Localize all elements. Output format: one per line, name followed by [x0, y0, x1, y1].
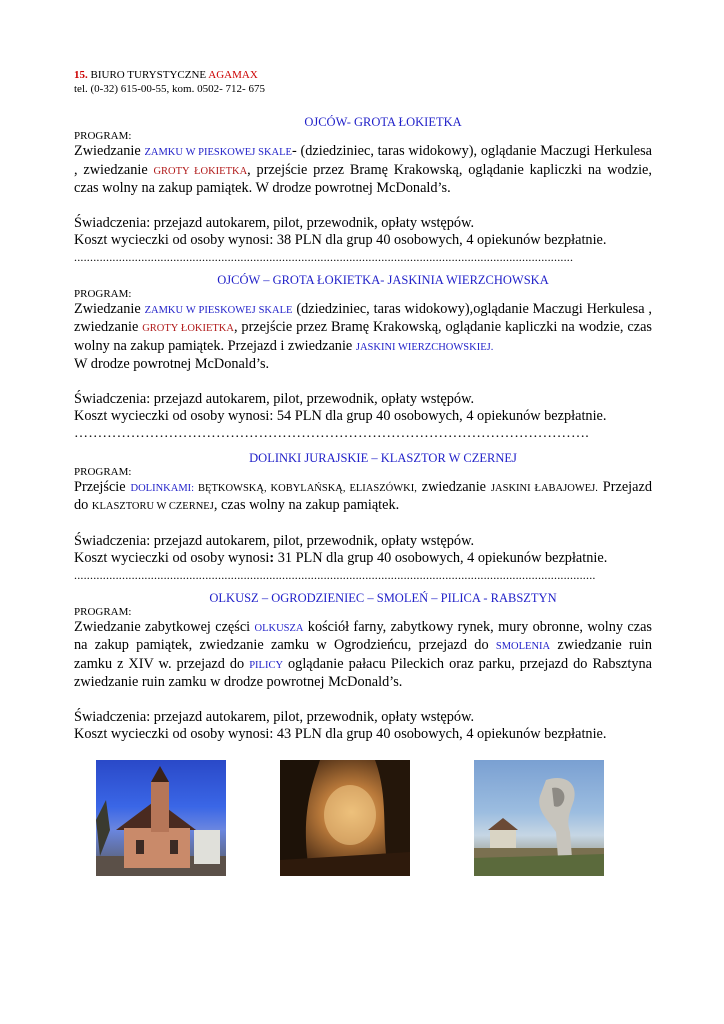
trip-cost-2: Koszt wycieczki od osoby wynosi: 54 PLN dla grup 40 osobowych, 4 opiekunów bezpłatnie.: [74, 408, 607, 424]
trip-services-2: Świadczenia: przejazd autokarem, pilot, przewodnik, opłaty wstępów.: [74, 390, 475, 407]
trip-services-1: Świadczenia: przejazd autokarem, pilot, przewodnik, opłaty wstępów.: [74, 214, 475, 231]
trip-title-4: OLKUSZ – OGRODZIENIEC – SMOLEŃ – PILICA - RABSZTYN: [209, 590, 557, 605]
program-label: PROGRAM:: [74, 465, 132, 478]
rock-pillar-photo-icon: [474, 760, 604, 876]
trip-description-2: Zwiedzanie ZAMKU W PIESKOWEJ SKALE (dziedziniec, taras widokowy),oglądanie Maczugi Herkulesa , zwiedzanie GROTY ŁOKIETKA, przejście przez Bramę Krakowską, oglądanie kapliczki na wodzie, czas wolny na zakup pamiątek. Przejazd i zwiedzanie JASKINI WIERZCHOWSKIEJ. W drodze powrotnej McDonald’s.: [74, 300, 653, 372]
program-label: PROGRAM:: [74, 287, 132, 300]
agency-header: [74, 68, 652, 82]
offer-number: 15.: [74, 69, 88, 81]
separator-dots: ...................................................................................................................................................................: [74, 567, 596, 582]
trip-services-4: Świadczenia: przejazd autokarem, pilot, przewodnik, opłaty wstępów.: [74, 708, 475, 725]
separator-dots: ............................................................................................................................................................: [74, 249, 574, 264]
agency-contact: tel. (0-32) 615-00-55, kom. 0502- 712- 675: [74, 83, 265, 95]
trip-title-2: OJCÓW – GROTA ŁOKIETKA- JASKINIA WIERZCHOWSKA: [217, 272, 549, 287]
program-label: PROGRAM:: [74, 130, 132, 142]
trip-cost-3: Koszt wycieczki od osoby wynosi: 31 PLN dla grup 40 osobowych, 4 opiekunów bezpłatnie.: [74, 550, 608, 566]
trip-description-1: Zwiedzanie ZAMKU W PIESKOWEJ SKALE- (dziedziniec, taras widokowy), oglądanie Maczugi Herkulesa , zwiedzanie GROTY ŁOKIETKA, przejście przez Bramę Krakowską, oglądanie kapliczki na wodzie, czas wolny na zakup pamiątek. W drodze powrotnej McDonald’s.: [74, 143, 652, 196]
church-photo-icon: [96, 760, 226, 876]
separator-ellipsis: ……………………………………………………………………………………………….: [74, 425, 589, 441]
cave-photo-icon: [280, 760, 410, 876]
trip-cost-4: Koszt wycieczki od osoby wynosi: 43 PLN dla grup 40 osobowych, 4 opiekunów bezpłatnie.: [74, 726, 607, 742]
trip-title-1: OJCÓW- GROTA ŁOKIETKA: [304, 115, 462, 129]
trip-cost-1: Koszt wycieczki od osoby wynosi: 38 PLN dla grup 40 osobowych, 4 opiekunów bezpłatnie.: [74, 232, 607, 248]
agency-prefix: BIURO TURYSTYCZNE: [90, 69, 207, 81]
trip-description-4: Zwiedzanie zabytkowej części OLKUSZA kościół farny, zabytkowy rynek, mury obronne, wolny czas na zakup pamiątek, zwiedzanie zamku w Ogrodzieńcu, przejazd do SMOLENIA zwiedzanie ruin zamku z XIV w. przejazd do PILICY oglądanie pałacu Pileckich oraz parku, przejazd do Rabsztyna zwiedzanie ruin zamku w drodze powrotnej McDonald’s.: [74, 618, 652, 690]
document-page: [74, 68, 652, 744]
program-label: PROGRAM:: [74, 605, 132, 618]
photo-strip: [96, 760, 656, 876]
trip-title-3: DOLINKI JURAJSKIE – KLASZTOR W CZERNEJ: [249, 450, 517, 465]
trip-services-3: Świadczenia: przejazd autokarem, pilot, przewodnik, opłaty wstępów.: [74, 532, 475, 549]
agency-name: AGAMAX: [208, 69, 258, 81]
trip-description-3: Przejście DOLINKAMI: BĘTKOWSKĄ, KOBYLAŃSKĄ, ELIASZÓWKI, zwiedzanie JASKINI ŁABAJOWEJ. Przejazd do KLASZTORU W CZERNEJ, czas wolny na zakup pamiątek.: [74, 478, 652, 513]
